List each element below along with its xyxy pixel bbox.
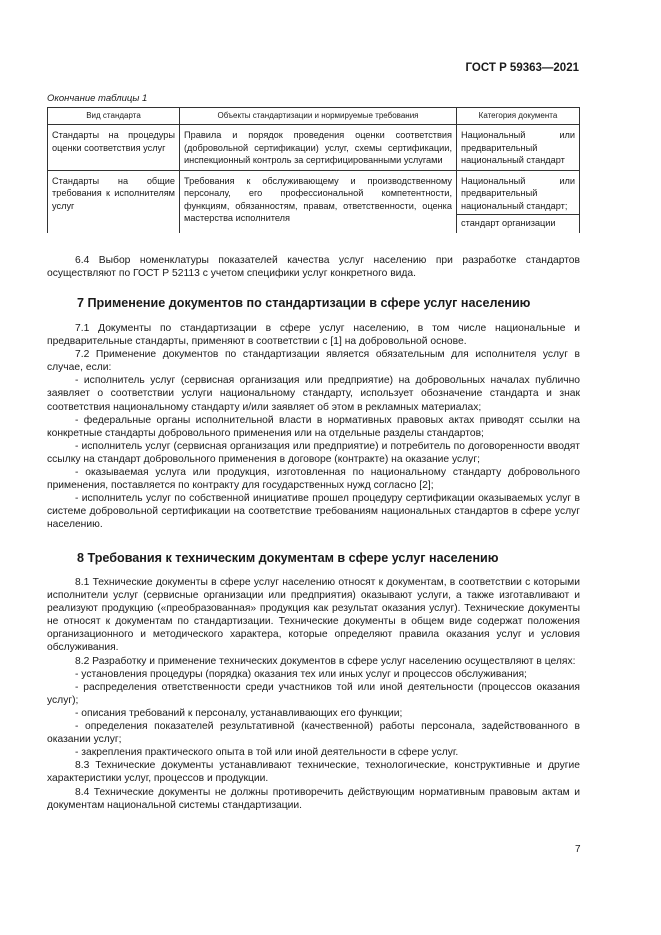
paragraph-8-2: 8.2 Разработку и применение технических документов в сфере услуг населению осуществляют в целях: — [75, 655, 576, 667]
paragraph-7-1: 7.1 Документы по стандартизации в сфере услуг населению, в том числе национальные и предварительные стандарты, применяют в соответствии с [1] на добровольной основе. — [47, 323, 580, 348]
document-number: ГОСТ Р 59363—2021 — [465, 62, 579, 74]
list-item: - оказываемая услуга или продукция, изготовленная по национальному стандарту добровольного применения, поставляется по контракту для государственных нужд согласно [2]; — [47, 467, 580, 492]
category-text-2: стандарт организации — [457, 214, 579, 230]
table-cell — [457, 170, 580, 233]
column-header: Объекты стандартизации и нормируемые требования — [180, 108, 457, 125]
list-item: - определения показателей результативной (качественной) работы персонала, задействованного в оказании услуг; — [47, 721, 580, 746]
section-8-body — [47, 576, 580, 812]
paragraph-8-3: 8.3 Технические документы устанавливают технические, технологические, конструктивные и другие характеристики услуг, процессов и продукции. — [47, 760, 580, 785]
list-item: - распределения ответственности среди участников той или иной деятельности (процессов оказания услуг); — [47, 681, 580, 706]
paragraph-7-2: 7.2 Применение документов по стандартизации является обязательным для исполнителя услуг в случае, если: — [47, 349, 580, 374]
column-header: Категория документа — [457, 108, 580, 125]
table-row — [48, 125, 580, 171]
column-header: Вид стандарта — [48, 108, 180, 125]
standards-table — [47, 107, 580, 233]
list-item: - описания требований к персоналу, устанавливающих его функции; — [75, 707, 403, 719]
section-8-title: 8 Требования к техническим документам в сфере услуг населению — [77, 551, 499, 565]
list-item: - исполнитель услуг (сервисная организация или предприятие) и потребитель по договоренности вводят ссылку на стандарт добровольного применения в договоре (контракте) на оказание услуг; — [47, 440, 580, 465]
section-7-body — [47, 322, 580, 532]
list-item: - исполнитель услуг (сервисная организация или предприятие) на добровольных началах публично заявляет о соответствии услуги национальному стандарту, использует обозначение стандарта и знак соответствия национальному стандарту и/или заявляет об этом в рекламных материалах; — [47, 375, 580, 413]
paragraph-6-4: 6.4 Выбор номенклатуры показателей качества услуг населению при разработке стандартов осуществляют по ГОСТ Р 52113 с учетом специфики услуг конкретного вида. — [47, 255, 580, 280]
list-item: - исполнитель услуг по собственной инициативе прошел процедуру сертификации оказываемых услуг в системе добровольной сертификации на соответствие требованиям национальных стандартов в сфере услуг населению. — [47, 493, 580, 531]
table-caption: Окончание таблицы 1 — [47, 93, 148, 104]
paragraph-8-4: 8.4 Технические документы не должны противоречить действующим нормативным правовым актам и документам национальной системы стандартизации. — [47, 786, 580, 811]
paragraph-6-4-block — [47, 254, 580, 280]
table-cell: Требования к обслуживающему и производственному персоналу, его профессиональной компетентности, функциям, обязанностям, правам, ответственности, оценка мастерства исполнителя — [180, 170, 457, 233]
table-cell: Стандарты на общие требования к исполнителям услуг — [48, 170, 180, 233]
paragraph-8-1: 8.1 Технические документы в сфере услуг населению относят к документам, в соответствии с которыми исполнители услуг (сервисные организации или предприятия) оказывают услуги, а также изготавливают и реализуют продукцию («преобразованная» продукция как результат оказания услуг). Технические документы не относят к документам по стандартизации. Технические документы в общем виде содержат положения организационного и методического характера, которые определяют правила оказания услуг и условия обслуживания. — [47, 577, 580, 654]
section-7-title: 7 Применение документов по стандартизации в сфере услуг населению — [77, 296, 531, 310]
table-cell: Национальный или предварительный национальный стандарт — [457, 125, 580, 171]
list-item: - закрепления практического опыта в той или иной деятельности в сфере услуг. — [75, 747, 459, 759]
table-cell: Стандарты на процедуры оценки соответствия услуг — [48, 125, 180, 171]
page-number: 7 — [575, 844, 581, 855]
list-item: - установления процедуры (порядка) оказания тех или иных услуг и процессов обслуживания; — [75, 668, 527, 680]
table-cell: Правила и порядок проведения оценки соответствия (добровольной сертификации) услуг, схемы сертификации, инспекционный контроль за сертифицированными услугами — [180, 125, 457, 171]
list-item: - федеральные органы исполнительной власти в нормативных правовых актах приводят ссылки на конкретные стандарты добровольного применения или на отдельные разделы стандартов; — [47, 414, 580, 439]
table-header-row — [48, 108, 580, 125]
table-row — [48, 170, 580, 233]
category-text: Национальный или предварительный национальный стандарт; — [461, 175, 575, 211]
